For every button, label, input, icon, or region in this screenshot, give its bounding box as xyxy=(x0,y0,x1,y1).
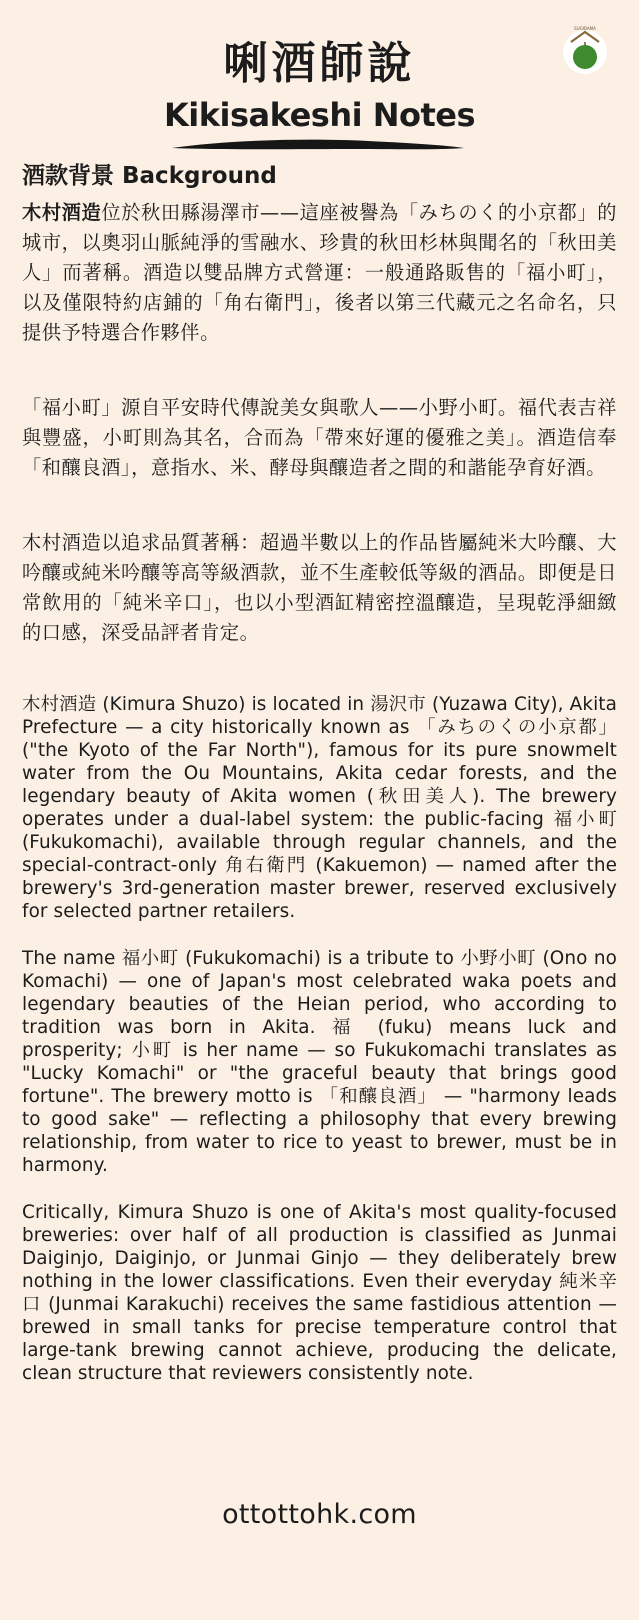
en-paragraph-2: The name 福小町 (Fukukomachi) is a tribute to 小野小町 (Ono no Komachi) — one of Japan's most celebrated waka poets and legendary beauties of the Heian period, who according to tradition was born in Akita. 福 (fuku) means luck and prosperity; 小町 is her name — so Fukukomachi translates as "Lucky Komachi" or "the graceful beauty that brings good fortune". The brewery motto is 「和釀良酒」 — "harmony leads to good sake" — reflecting a philosophy that every brewing relationship, from water to rice to yeast to brewer, must be in harmony. xyxy=(22,948,617,1176)
article-body xyxy=(22,198,617,1409)
zh-paragraph-text: 「福小町」源自平安時代傳說美女與歌人——小野小町。福代表吉祥與豐盛，小町則為其名，合而為「帶來好運的優雅之美」。酒造信奉「和釀良酒」，意指水、米、酵母與釀造者之間的和諧能孕育好酒。 xyxy=(22,396,617,479)
zh-paragraph-3 xyxy=(22,528,617,648)
zh-paragraph-2 xyxy=(22,393,617,483)
zh-paragraph-text: 木村酒造以追求品質著稱：超過半數以上的作品皆屬純米大吟釀、大吟釀或純米吟釀等高等級酒款，並不生產較低等級的酒品。即便是日常飲用的「純米辛口」，也以小型酒缸精密控溫釀造，呈現乾淨細緻的口感，深受品評者肯定。 xyxy=(22,531,617,644)
zh-paragraph-lead: 木村酒造 xyxy=(22,201,102,224)
logo-text: SUGIDAMA xyxy=(574,26,596,31)
en-paragraph-1: 木村酒造 (Kimura Shuzo) is located in 湯沢市 (Yuzawa City), Akita Prefecture — a city historically known as 「みちのくの小京都」 ("the Kyoto of the Far North"), famous for its pure snowmelt water from the Ou Mountains, Akita cedar forests, and the legendary beauty of Akita women (秋田美人). The brewery operates under a dual-label system: the public-facing 福小町 (Fukukomachi), available through regular channels, and the special-contract-only 角右衛門 (Kakuemon) — named after the brewery's 3rd-generation master brewer, reserved exclusively for selected partner retailers. xyxy=(22,694,617,922)
zh-paragraph-text: 位於秋田縣湯澤市——這座被譽為「みちのく的小京都」的城市，以奧羽山脈純淨的雪融水、珍貴的秋田杉林與聞名的「秋田美人」而著稱。酒造以雙品牌方式營運：一般通路販售的「福小町」，以及僅限特約店鋪的「角右衛門」，後者以第三代藏元之名命名，只提供予特選合作夥伴。 xyxy=(22,201,617,344)
website-link[interactable]: ottottohk.com xyxy=(222,1499,417,1530)
page-title-chinese: 唎酒師說 xyxy=(223,38,416,89)
section-heading: 酒款背景 Background xyxy=(22,163,277,189)
page-title-english: Kikisakeshi Notes xyxy=(163,96,476,134)
brush-underline xyxy=(168,136,468,156)
brush-stroke xyxy=(172,140,464,150)
en-paragraph-3: Critically, Kimura Shuzo is one of Akita's most quality-focused breweries: over half of all production is classified as Junmai Daiginjo, Daiginjo, or Junmai Ginjo — they deliberately brew nothing in the lower classifications. Even their everyday 純米辛口 (Junmai Karakuchi) receives the same fastidious attention — brewed in small tanks for precise temperature control that large-tank brewing cannot achieve, producing the delicate, clean structure that reviewers consistently note. xyxy=(22,1202,617,1384)
zh-paragraph-1 xyxy=(22,198,617,348)
